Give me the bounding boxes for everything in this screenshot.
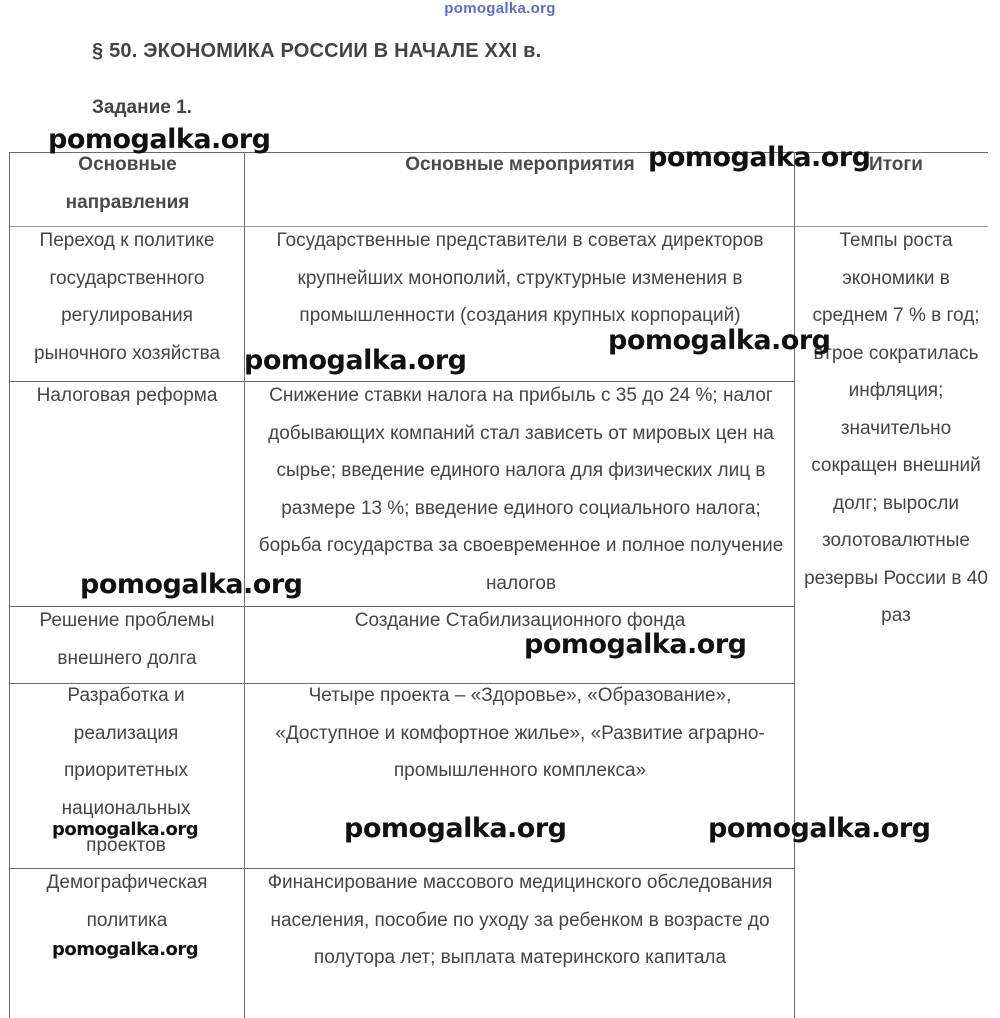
row-3-measures: Создание Стабилизационного фонда: [354, 610, 686, 631]
row-2-measures: Снижение ставки налога на прибыль с 35 до 24 %; налог добывающих компаний стал зависеть от мировых цен на сырье; введение единого налога для физических лиц в размере 13 %; введение единого социального налога; борьба государства за своевременное и полное получение налогов: [258, 385, 784, 594]
task-label: Задание 1.: [92, 97, 192, 118]
row-3-direction: Решение проблемы внешнего долга: [39, 610, 215, 669]
row-5-direction: Демографическая политика: [46, 872, 208, 931]
header-results: Итоги: [869, 154, 923, 175]
watermark: pomogalka.org: [80, 569, 303, 600]
site-watermark-top: pomogalka.org: [444, 0, 556, 17]
row-2-direction: Налоговая реформа: [36, 385, 218, 406]
watermark: pomogalka.org: [648, 142, 871, 173]
row-1-direction: Переход к политике государственного регулирования рыночного хозяйства: [33, 230, 221, 364]
watermark: pomogalka.org: [708, 813, 931, 844]
results-cell: Темпы роста экономики в среднем 7 % в год; втрое сократилась инфляция; значительно сокращен внешний долг; выросли золотовалютные резервы России в 40 раз: [804, 230, 988, 626]
watermark: pomogalka.org: [608, 325, 831, 356]
row-4-direction: Разработка и реализация приоритетных национальных проектов: [61, 685, 191, 856]
row-1-measures: Государственные представители в советах директоров крупнейших монополий, структурные изменения в промышленности (создания крупных корпораций): [276, 230, 764, 326]
watermark: pomogalka.org: [524, 629, 747, 660]
watermark: pomogalka.org: [52, 939, 199, 960]
watermark: pomogalka.org: [244, 345, 467, 376]
header-measures: Основные мероприятия: [405, 154, 635, 175]
watermark: pomogalka.org: [48, 124, 271, 155]
header-directions: Основные направления: [65, 154, 190, 213]
row-4-measures: Четыре проекта – «Здоровье», «Образование», «Доступное и комфортное жилье», «Развитие аграрно-промышленного комплекса»: [275, 685, 765, 781]
watermark: pomogalka.org: [344, 813, 567, 844]
row-5-measures: Финансирование массового медицинского обследования населения, пособие по уходу за ребенком в возрасте до полутора лет; выплата материнского капитала: [267, 872, 773, 968]
watermark: pomogalka.org: [52, 819, 199, 840]
page-title: § 50. ЭКОНОМИКА РОССИИ В НАЧАЛЕ XXI в.: [92, 40, 542, 62]
